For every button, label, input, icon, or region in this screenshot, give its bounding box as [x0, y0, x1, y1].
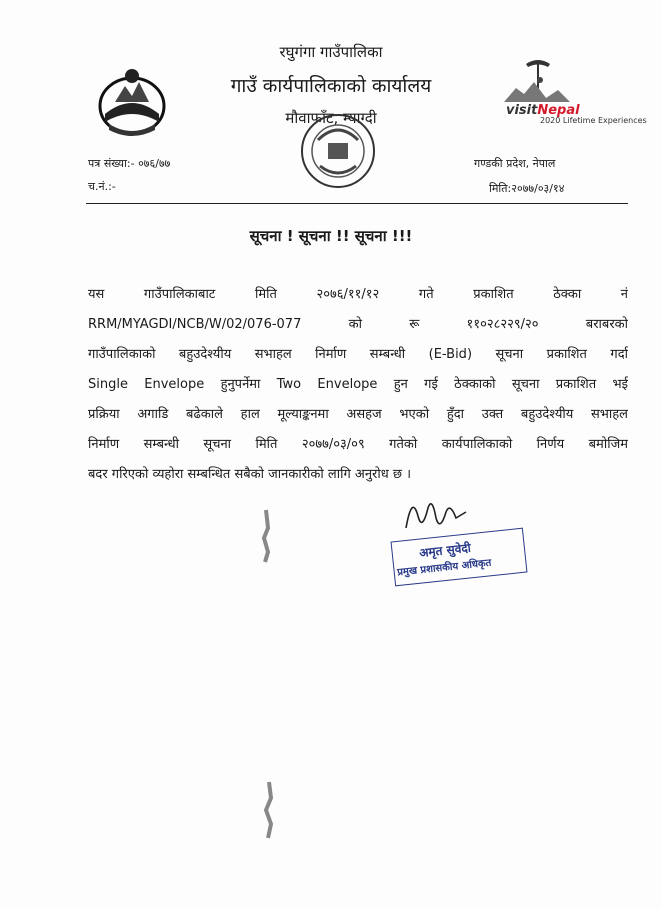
notice-line: RRM/MYAGDI/NCB/W/02/076-077 को रू ११०२८२२९/२० बराबरको — [88, 317, 628, 332]
visit-nepal-subline — [540, 116, 647, 125]
office-location: मौवाफाँट, म्याग्दी — [285, 109, 377, 127]
province-name: गण्डकी प्रदेश, नेपाल — [474, 157, 556, 170]
notice-body — [88, 282, 628, 492]
notice-title: सूचना ! सूचना !! सूचना !!! — [249, 227, 413, 245]
visit-prefix: visit — [506, 103, 538, 118]
scan-mark — [258, 780, 280, 840]
notice-line: गाउँपालिकाको बहुउदेश्यीय सभाहल निर्माण सम्बन्धी (E-Bid) सूचना प्रकाशित गर्दा — [88, 347, 628, 362]
header-divider — [86, 203, 628, 204]
scan-mark — [256, 508, 276, 564]
municipality-name: रघुगंगा गाउँपालिका — [279, 43, 383, 61]
visit-nepal-logo — [500, 58, 647, 130]
dispatch-number: च.नं.:- — [88, 180, 116, 193]
notice-line: प्रक्रिया अगाडि बढेकाले हाल मूल्याङ्कनमा असहज भएको हुँदा उक्त बहुउदेश्यीय सभाहल — [88, 407, 628, 422]
notice-line: निर्माण सम्बन्धी सूचना मिति २०७७/०३/०९ गतेको कार्यपालिकाको निर्णय बमोजिम — [88, 437, 628, 452]
notice-line: बदर गरिएको व्यहोरा सम्बन्धित सबैको जानकारीको लागि अनुरोध छ । — [88, 467, 412, 482]
signatory-name: अमृत सुवेदी — [418, 540, 472, 561]
reference-number: पत्र संख्या:- ०७६/७७ — [88, 157, 171, 170]
letter-date: मिति:२०७७/०३/१४ — [489, 182, 565, 195]
notice-line: यस गाउँपालिकाबाट मिति २०७६/११/१२ गते प्रकाशित ठेक्का नं — [88, 287, 628, 302]
visit-nepal-graphic — [500, 58, 592, 106]
signatory-title: प्रमुख प्रशासकीय अधिकृत — [396, 557, 492, 579]
office-name: गाउँ कार्यपालिकाको कार्यालय — [230, 75, 432, 97]
visit-brand: Nepal — [537, 103, 580, 118]
handwritten-signature — [400, 488, 472, 538]
visit-year: 2020 — [540, 116, 561, 125]
visit-tagline: Lifetime Experiences — [562, 116, 647, 125]
notice-line: Single Envelope हुनुपर्नेमा Two Envelope हुन गई ठेक्काको सूचना प्रकाशित भई — [88, 377, 628, 392]
office-seal-stamp — [296, 110, 380, 192]
